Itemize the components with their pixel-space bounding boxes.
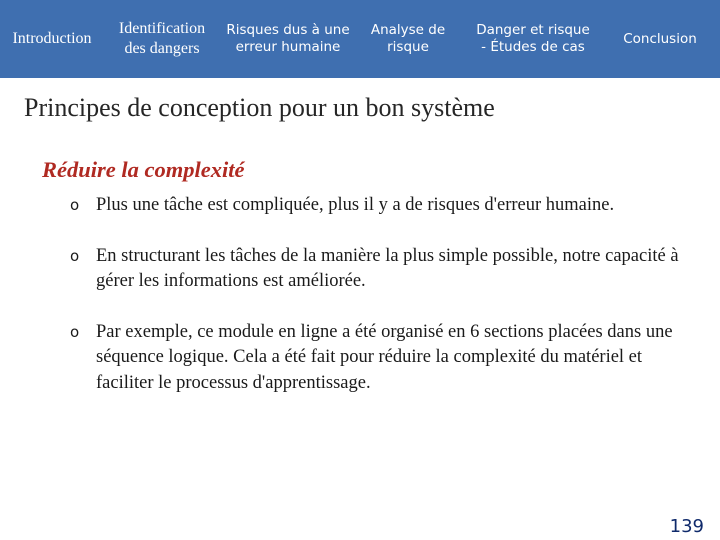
nav-tab-risques-erreur-humaine[interactable] bbox=[220, 0, 356, 78]
nav-tab-danger-et-risque-etudes-de-cas[interactable] bbox=[460, 0, 606, 78]
nav-tab-label: Analyse de risque bbox=[370, 22, 446, 55]
section-heading: Réduire la complexité bbox=[42, 157, 245, 182]
bullet-item bbox=[70, 244, 690, 295]
bullet-marker-icon: o bbox=[70, 196, 80, 214]
bullet-marker-icon: o bbox=[70, 246, 80, 265]
top-navigation-bar bbox=[0, 0, 720, 78]
bullet-text: Par exemple, ce module en ligne a été organisé en 6 sections placées dans une séquence logique. Cela a été fait pour réduire la complexité du matériel et faciliter le processus d'apprentissage. bbox=[96, 321, 673, 393]
nav-tab-conclusion[interactable] bbox=[606, 0, 714, 78]
page-number: 139 bbox=[669, 516, 704, 537]
bullet-item bbox=[70, 320, 690, 397]
nav-tab-label: Danger et risque - Études de cas bbox=[476, 22, 590, 55]
nav-tab-introduction[interactable] bbox=[0, 0, 104, 78]
nav-tab-label: Risques dus à une erreur humaine bbox=[226, 22, 350, 55]
nav-tab-label: Introduction bbox=[12, 30, 92, 47]
bullet-text: Plus une tâche est compliquée, plus il y a de risques d'erreur humaine. bbox=[96, 195, 615, 215]
nav-tab-label: Identification des dangers bbox=[118, 20, 206, 57]
bullet-item bbox=[70, 193, 690, 219]
nav-tab-label: Conclusion bbox=[623, 30, 697, 47]
bullet-text: En structurant les tâches de la manière la plus simple possible, notre capacité à gérer les informations est améliorée. bbox=[96, 245, 679, 292]
bullet-marker-icon: o bbox=[70, 322, 80, 341]
slide-title: Principes de conception pour un bon système bbox=[24, 93, 495, 122]
nav-tab-identification-des-dangers[interactable] bbox=[104, 0, 220, 78]
bullet-list bbox=[70, 193, 690, 396]
nav-tab-analyse-de-risque[interactable] bbox=[356, 0, 460, 78]
